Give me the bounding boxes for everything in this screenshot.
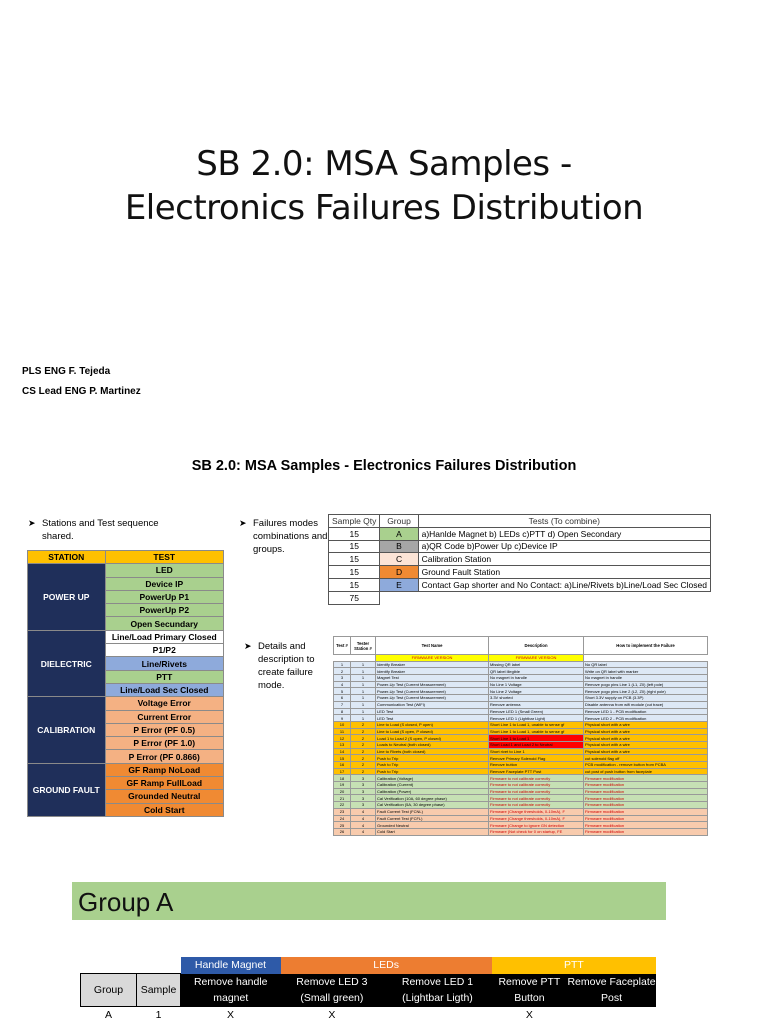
details-cell: Power-Up Test (Current Measurement)	[376, 688, 489, 695]
details-cell: 2	[351, 741, 376, 748]
test-cell: GF Ramp FullLoad	[105, 777, 223, 790]
details-cell: QR label illegible	[489, 668, 584, 675]
details-cell: Short Load 1 and Load 2 to Neutral	[489, 741, 584, 748]
station-dielectric: DIELECTRIC	[28, 630, 106, 696]
bullet-details	[244, 640, 328, 692]
stations-table	[27, 550, 224, 817]
details-cell: 15	[334, 755, 351, 762]
details-cell: 1	[351, 681, 376, 688]
details-cell: Push to Trip	[376, 768, 489, 775]
details-row	[334, 721, 708, 728]
details-cell: 7	[334, 701, 351, 708]
details-cell: Remove LED 1 (Small Green)	[489, 708, 584, 715]
details-cell: No QR label	[584, 661, 708, 668]
details-cell: Firmware modification	[584, 775, 708, 782]
details-cell: 26	[334, 828, 351, 835]
group-a-header: Group A	[72, 882, 666, 920]
details-cell: Short Line 1 to Load 1	[489, 735, 584, 742]
details-cell: Physical short with a wire	[584, 741, 708, 748]
details-cell: 13	[334, 741, 351, 748]
details-row	[334, 822, 708, 829]
combo-qty: 15	[329, 578, 380, 591]
details-cell: Remove Faceplate PTT Post	[489, 768, 584, 775]
combo-group: E	[380, 578, 418, 591]
details-cell: Cold Start	[376, 828, 489, 835]
details-head: Test Name	[376, 637, 489, 655]
details-row	[334, 815, 708, 822]
details-row	[334, 695, 708, 702]
row-cell: X	[328, 1008, 336, 1021]
details-cell: Identify Breaker	[376, 668, 489, 675]
details-cell: Short 3.3V supply on PCB (3.3P)	[584, 695, 708, 702]
details-row	[334, 675, 708, 682]
details-cell: Physical short with a wire	[584, 728, 708, 735]
group-a-table	[80, 957, 656, 1023]
details-cell: LED Test	[376, 715, 489, 722]
details-cell: Grounded Neutral	[376, 822, 489, 829]
category-leds: LEDs	[281, 957, 492, 974]
details-cell: 3	[351, 795, 376, 802]
details-row	[334, 782, 708, 789]
details-cell: Power-Up Test (Current Measurement)	[376, 695, 489, 702]
details-cell: Cal Verification (5A, 30 degree phase)	[376, 802, 489, 809]
details-cell: 24	[334, 815, 351, 822]
details-cell: 18	[334, 775, 351, 782]
row-sample: 1	[155, 1008, 162, 1021]
details-cell: Calibration (Power)	[376, 788, 489, 795]
details-cell: Firmware (Change thresholds, 0-10mA), F	[489, 808, 584, 815]
details-cell: 4	[351, 828, 376, 835]
details-cell: No Line 1 Voltage	[489, 681, 584, 688]
details-cell: 3.3V shorted	[489, 695, 584, 702]
details-row	[334, 802, 708, 809]
row-group: A	[104, 1008, 112, 1021]
details-cell: 4	[334, 681, 351, 688]
section-subtitle: SB 2.0: MSA Samples - Electronics Failures Distribution	[191, 458, 577, 474]
details-cell: 11	[334, 728, 351, 735]
bullet-stations	[28, 517, 182, 543]
details-cell: 1	[351, 715, 376, 722]
test-cell: Line/Load Primary Closed	[105, 630, 223, 643]
details-head: Tester Station #	[351, 637, 376, 655]
details-cell: 19	[334, 782, 351, 789]
test-cell: Device IP	[105, 577, 223, 590]
test-cell: P1/P2	[105, 644, 223, 657]
head-sample: Sample	[137, 974, 181, 1007]
details-cell: Calibration (Current)	[376, 782, 489, 789]
details-row	[334, 788, 708, 795]
details-cell: Power-Up Test (Current Measurement)	[376, 681, 489, 688]
combo-group: C	[380, 553, 418, 566]
details-cell: Push to Trip	[376, 762, 489, 769]
head-remove-handle-magnet: Remove handle magnet	[181, 974, 281, 1007]
details-row	[334, 715, 708, 722]
arrow-bullet-icon: ➤	[28, 518, 36, 528]
details-head: Test #	[334, 637, 351, 655]
combo-tests: Calibration Station	[418, 553, 710, 566]
details-cell: No magnet in handle	[489, 675, 584, 682]
category-handle-magnet: Handle Magnet	[181, 957, 281, 974]
combos-head-group: Group	[380, 515, 418, 528]
bullet-details-text: Details and description to create failure mode.	[258, 641, 315, 691]
details-cell: 25	[334, 822, 351, 829]
details-cell: 2	[351, 755, 376, 762]
details-cell: Remove pogo pins Line 1 (L1, Z0) (left pole)	[584, 681, 708, 688]
stations-head-test: TEST	[105, 551, 223, 564]
details-row	[334, 688, 708, 695]
details-cell: 6	[334, 695, 351, 702]
details-row	[334, 701, 708, 708]
details-row	[334, 735, 708, 742]
details-cell: Communication Test (WiFi)	[376, 701, 489, 708]
details-cell: LED Test	[376, 708, 489, 715]
category-ptt: PTT	[492, 957, 656, 974]
details-cell: 2	[351, 748, 376, 755]
details-cell: 5	[334, 688, 351, 695]
details-cell: 20	[334, 788, 351, 795]
test-cell: PTT	[105, 670, 223, 683]
head-remove-led1: Remove LED 1 (Lightbar Ligth)	[383, 974, 491, 1007]
details-cell: Fault Current Test (FCNL)	[376, 808, 489, 815]
details-cell: Firmware to not calibrate correctly	[489, 782, 584, 789]
details-head: Description	[489, 637, 584, 655]
bullet-failures-text: Failures modes combinations and groups.	[253, 518, 328, 555]
details-row	[334, 708, 708, 715]
details-cell: Disable antenna from wifi module (cut trace)	[584, 701, 708, 708]
details-cell: Remove LED 1 - PCB modification	[584, 708, 708, 715]
details-cell: 4	[351, 815, 376, 822]
slide-title	[0, 142, 768, 230]
details-cell: Firmware (Not check for 0 on startup, FE	[489, 828, 584, 835]
test-cell: PowerUp P2	[105, 604, 223, 617]
arrow-bullet-icon: ➤	[239, 518, 247, 528]
details-cell: Line to Rivets (both closed)	[376, 748, 489, 755]
details-row	[334, 762, 708, 769]
station-ground-fault: GROUND FAULT	[28, 763, 106, 816]
test-cell: P Error (PF 1.0)	[105, 737, 223, 750]
details-cell: 3	[351, 775, 376, 782]
head-remove-faceplate-post: Remove Faceplate Post	[567, 974, 656, 1007]
test-cell: P Error (PF 0.866)	[105, 750, 223, 763]
combo-qty: 15	[329, 553, 380, 566]
details-row	[334, 768, 708, 775]
test-cell: Cold Start	[105, 803, 223, 816]
station-calibration: CALIBRATION	[28, 697, 106, 763]
test-cell: Line/Load Sec Closed	[105, 683, 223, 696]
details-cell: Short rivet to Line 1	[489, 748, 584, 755]
details-cell: 2	[351, 762, 376, 769]
details-cell: 9	[334, 715, 351, 722]
details-cell: Magnet Test	[376, 675, 489, 682]
details-cell: 12	[334, 735, 351, 742]
details-cell: Short Line 1 to Load 1, unable to sense gf	[489, 728, 584, 735]
details-cell: Write on QR label with marker	[584, 668, 708, 675]
details-cell: Remove Primary Solenoid Flag	[489, 755, 584, 762]
head-group: Group	[81, 974, 137, 1007]
row-cell	[567, 1006, 656, 1023]
head-remove-ptt-button: Remove PTT Button	[492, 974, 567, 1007]
combo-group: D	[380, 566, 418, 579]
details-cell: Line to Load (S open, P closed)	[376, 728, 489, 735]
details-cell: 1	[334, 661, 351, 668]
test-cell: Line/Rivets	[105, 657, 223, 670]
details-cell: 14	[334, 748, 351, 755]
combos-head-tests: Tests (To combine)	[418, 515, 710, 528]
details-cell: Firmware modification	[584, 782, 708, 789]
details-cell: 22	[334, 802, 351, 809]
combo-qty: 15	[329, 527, 380, 540]
details-cell: PCB modification - remove button from PCBA	[584, 762, 708, 769]
bullet-failures	[239, 517, 328, 556]
firmware-version-label: FIRMWARE VERSION	[376, 655, 489, 662]
details-cell: 1	[351, 675, 376, 682]
details-cell: Line to Load (S closed, P open)	[376, 721, 489, 728]
details-cell: 1	[351, 688, 376, 695]
details-cell: Firmware to not calibrate correctly	[489, 795, 584, 802]
details-head: How to implement the Failure	[584, 637, 708, 655]
title-line-1: SB 2.0: MSA Samples -	[196, 144, 572, 184]
details-cell: Firmware modification	[584, 788, 708, 795]
details-cell: 1	[351, 695, 376, 702]
details-cell: 3	[351, 782, 376, 789]
test-cell: Open Secundary	[105, 617, 223, 630]
details-cell: Cal Verification (10A, 60 degree phase)	[376, 795, 489, 802]
details-cell: Remove button	[489, 762, 584, 769]
combinations-table	[328, 514, 711, 605]
details-cell: Load 1 to Load 2 (S open, P closed)	[376, 735, 489, 742]
details-row	[334, 741, 708, 748]
test-cell: GF Ramp NoLoad	[105, 763, 223, 776]
details-cell: Physical short with a wire	[584, 721, 708, 728]
test-cell: Grounded Neutral	[105, 790, 223, 803]
details-row	[334, 775, 708, 782]
details-cell: Firmware modification	[584, 822, 708, 829]
details-row	[334, 728, 708, 735]
details-cell: Remove LED 2 - PCB modification	[584, 715, 708, 722]
details-cell: Firmware modification	[584, 795, 708, 802]
details-row	[334, 808, 708, 815]
author-1: PLS ENG F. Tejeda	[22, 366, 111, 377]
details-cell: Remove LED 1 (Lightbar Light)	[489, 715, 584, 722]
details-cell: 2	[351, 728, 376, 735]
firmware-version-label: FIRMWARE VERSION	[489, 655, 584, 662]
details-cell: 2	[351, 768, 376, 775]
details-cell: 1	[351, 708, 376, 715]
details-cell: 2	[351, 735, 376, 742]
details-cell: Identify Breaker	[376, 661, 489, 668]
details-cell: Firmware modification	[584, 828, 708, 835]
details-cell: 4	[351, 808, 376, 815]
details-cell: Firmware modification	[584, 802, 708, 809]
details-cell: 23	[334, 808, 351, 815]
details-cell: Remove antenna	[489, 701, 584, 708]
test-cell: LED	[105, 564, 223, 577]
details-cell: Remove pogo pins Line 2 (L2, Z0) (right pole)	[584, 688, 708, 695]
combo-qty: 15	[329, 540, 380, 553]
author-2: CS Lead ENG P. Martinez	[22, 386, 141, 397]
combo-group: B	[380, 540, 418, 553]
test-cell: PowerUp P1	[105, 590, 223, 603]
details-cell: Firmware (Change thresholds, 0-10mA), F	[489, 815, 584, 822]
details-row	[334, 828, 708, 835]
combo-tests: Ground Fault Station	[418, 566, 710, 579]
stations-head-station: STATION	[28, 551, 106, 564]
details-cell: Short Line 1 to Load 1, unable to sense gf	[489, 721, 584, 728]
row-cell: X	[226, 1008, 234, 1021]
title-line-2: Electronics Failures Distribution	[124, 188, 644, 228]
row-cell	[383, 1006, 491, 1023]
details-row	[334, 755, 708, 762]
details-cell: Firmware to not calibrate correctly	[489, 802, 584, 809]
details-row	[334, 668, 708, 675]
details-cell: Loads to Neutral (both closed)	[376, 741, 489, 748]
details-cell: Firmware modification	[584, 808, 708, 815]
combo-tests: a)Hanlde Magnet b) LEDs c)PTT d) Open Secondary	[418, 527, 710, 540]
details-row	[334, 681, 708, 688]
arrow-bullet-icon: ➤	[244, 641, 252, 651]
row-cell: X	[525, 1008, 533, 1021]
details-cell: 16	[334, 762, 351, 769]
combos-head-qty: Sample Qty	[329, 515, 380, 528]
details-cell: cut solenoid flag off	[584, 755, 708, 762]
test-cell: P Error (PF 0.5)	[105, 723, 223, 736]
details-cell: Calibration (Voltage)	[376, 775, 489, 782]
details-cell: 3	[334, 675, 351, 682]
combo-total: 75	[329, 591, 380, 604]
details-row	[334, 748, 708, 755]
combo-group: A	[380, 527, 418, 540]
details-cell: 17	[334, 768, 351, 775]
details-cell: 3	[351, 788, 376, 795]
bullet-stations-text: Stations and Test sequence shared.	[42, 518, 159, 542]
station-power-up: POWER UP	[28, 564, 106, 630]
details-cell: Firmware to not calibrate correctly	[489, 788, 584, 795]
combo-tests: Contact Gap shorter and No Contact: a)Line/Rivets b)Line/Load Sec Closed	[418, 578, 710, 591]
details-cell: 1	[351, 701, 376, 708]
test-cell: Voltage Error	[105, 697, 223, 710]
details-cell: Firmware to not calibrate correctly	[489, 775, 584, 782]
details-cell: Fault Current Test (FCFL)	[376, 815, 489, 822]
details-cell: Missing QR label	[489, 661, 584, 668]
details-cell: Physical short with a wire	[584, 735, 708, 742]
details-cell: 1	[351, 661, 376, 668]
details-cell: 4	[351, 822, 376, 829]
details-cell: Firmware modification	[584, 815, 708, 822]
details-cell: No Line 2 Voltage	[489, 688, 584, 695]
test-cell: Current Error	[105, 710, 223, 723]
details-cell: 2	[334, 668, 351, 675]
details-cell: Push to Trip	[376, 755, 489, 762]
details-cell: 2	[351, 721, 376, 728]
details-row	[334, 795, 708, 802]
details-row	[334, 661, 708, 668]
details-cell: 21	[334, 795, 351, 802]
head-remove-led3: Remove LED 3 (Small green)	[281, 974, 384, 1007]
details-cell: 1	[351, 668, 376, 675]
details-cell: cut post of push button from faceplate	[584, 768, 708, 775]
combo-tests: a)QR Code b)Power Up c)Device IP	[418, 540, 710, 553]
combo-qty: 15	[329, 566, 380, 579]
details-cell: 10	[334, 721, 351, 728]
details-cell: 8	[334, 708, 351, 715]
details-table	[333, 636, 708, 836]
details-cell: 3	[351, 802, 376, 809]
details-cell: Firmware (Change to ignore GN detection	[489, 822, 584, 829]
details-cell: No magnet in handle	[584, 675, 708, 682]
details-cell: Physical short with a wire	[584, 748, 708, 755]
